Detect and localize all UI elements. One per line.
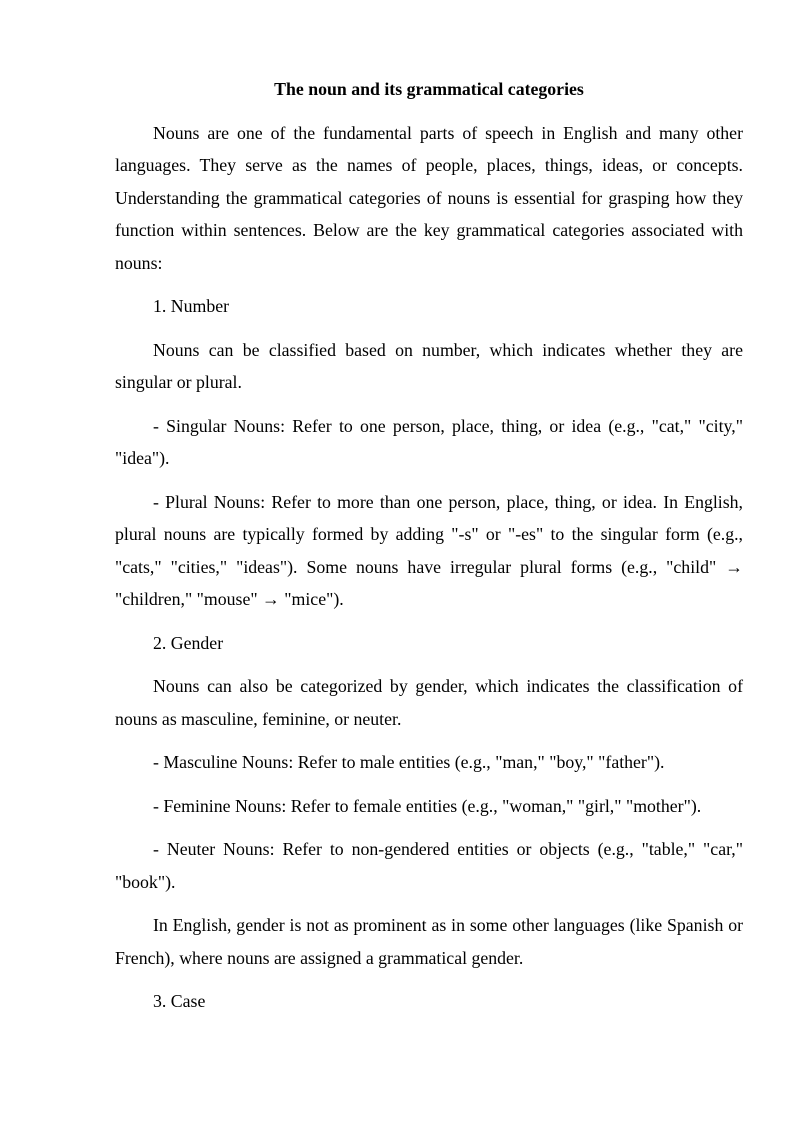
- gender-description-paragraph: Nouns can also be categorized by gender, which indicates the classification of nouns as masculine, feminine, or neuter.: [115, 676, 743, 729]
- section-heading-case: 3. Case: [153, 991, 206, 1011]
- plural-nouns-paragraph: - Plural Nouns: Refer to more than one person, place, thing, or idea. In English, plural nouns are typically formed by adding "-s" or "-es" to the singular form (e.g., "cats," "cities," "ideas"). Some nouns have irregular plural forms (e.g., "child" → "children," "mouse" → "mice").: [115, 491, 743, 609]
- neuter-nouns-paragraph: - Neuter Nouns: Refer to non-gendered entities or objects (e.g., "table," "car," "book").: [115, 839, 743, 892]
- gender-english-paragraph: In English, gender is not as prominent as in some other languages (like Spanish or French), where nouns are assigned a grammatical gender.: [115, 915, 743, 968]
- section-heading-number: 1. Number: [153, 296, 230, 316]
- singular-nouns-paragraph: - Singular Nouns: Refer to one person, place, thing, or idea (e.g., "cat," "city," "idea").: [115, 415, 743, 468]
- section-heading-gender: 2. Gender: [153, 632, 224, 653]
- masculine-nouns-paragraph: - Masculine Nouns: Refer to male entities (e.g., "man," "boy," "father").: [153, 752, 665, 772]
- document-title: The noun and its grammatical categories: [274, 79, 584, 99]
- intro-paragraph: Nouns are one of the fundamental parts of speech in English and many other languages. They serve as the names of people, places, things, ideas, or concepts. Understanding the grammatical categories of nouns is essential for grasping how they function within sentences. Below are the key grammatical categories associated with nouns:: [115, 122, 743, 273]
- feminine-nouns-paragraph: - Feminine Nouns: Refer to female entities (e.g., "woman," "girl," "mother").: [153, 795, 702, 816]
- number-description-paragraph: Nouns can be classified based on number, which indicates whether they are singular or plural.: [115, 339, 743, 392]
